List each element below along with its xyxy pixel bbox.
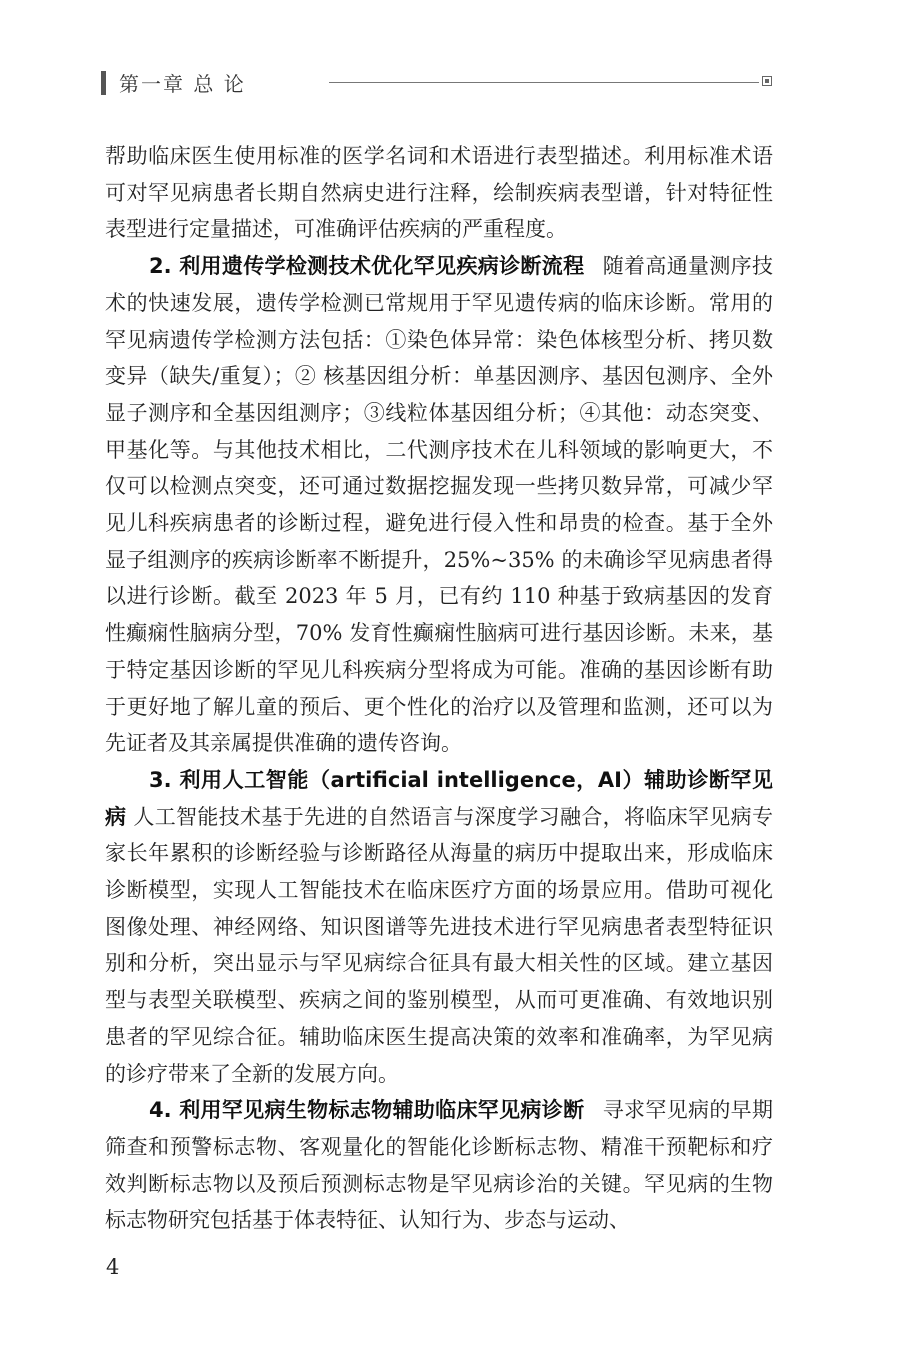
paragraph-biomarkers <box>105 1092 773 1239</box>
body-text <box>105 138 773 1239</box>
chapter-title: 第一章 总 论 <box>119 72 246 96</box>
paragraph-continuation <box>105 138 773 248</box>
header-square-mark-icon <box>762 76 772 86</box>
paragraph-text: 帮助临床医生使用标准的医学名词和术语进行表型描述。利用标准术语可对罕见病患者长期自然病史进行注释，绘制疾病表型谱，针对特征性表型进行定量描述，可准确评估疾病的严重程度。 <box>105 144 773 242</box>
section-heading-ai-diagnosis: 3. 利用人工智能（artificial intelligence，AI）辅助诊断罕见病 <box>105 767 773 829</box>
header-bar <box>101 71 106 95</box>
header-rule <box>329 82 759 83</box>
paragraph-text: 寻求罕见病的早期筛查和预警标志物、客观量化的智能化诊断标志物、精准干预靶标和疗效判断标志物以及预后预测标志物是罕见病诊治的关键。罕见病的生物标志物研究包括基于体表特征、认知行为、步态与运动、 <box>105 1098 774 1233</box>
page-number: 4 <box>106 1255 120 1279</box>
paragraph-text: 随着高通量测序技术的快速发展，遗传学检测已常规用于罕见遗传病的临床诊断。常用的罕见病遗传学检测方法包括：①染色体异常：染色体核型分析、拷贝数变异（缺失/重复）；② 核基因组分析：单基因测序、基因包测序、全外显子测序和全基因组测序；③线粒体基因组分析；④其他：动态突变、甲基化等。与其他技术相比，二代测序技术在儿科领域的影响更大，不仅可以检测点突变，还可通过数据挖掘发现一些拷贝数异常，可减少罕见儿科疾病患者的诊断过程，避免进行侵入性和昂贵的检查。基于全外显子组测序的疾病诊断率不断提升，25%~35% 的未确诊罕见病患者得以进行诊断。截至 2023 年 5 月，已有约 110 种基于致病基因的发育性癫痫性脑病分型，70% 发育性癫痫性脑病可进行基因诊断。未来，基于特定基因诊断的罕见儿科疾病分型将成为可能。准确的基因诊断有助于更好地了解儿童的预后、更个性化的治疗以及管理和监测，还可以为先证者及其亲属提供准确的遗传咨询。 <box>105 254 774 756</box>
section-heading-biomarkers: 4. 利用罕见病生物标志物辅助临床罕见病诊断 <box>149 1098 585 1123</box>
section-heading-genetic-testing: 2. 利用遗传学检测技术优化罕见疾病诊断流程 <box>149 254 585 279</box>
running-header <box>101 66 777 98</box>
paragraph-genetic-testing <box>105 248 773 762</box>
paragraph-text: 人工智能技术基于先进的自然语言与深度学习融合，将临床罕见病专家长年累积的诊断经验与诊断路径从海量的病历中提取出来，形成临床诊断模型，实现人工智能技术在临床医疗方面的场景应用。借助可视化图像处理、神经网络、知识图谱等先进技术进行罕见病患者表型特征识别和分析，突出显示与罕见病综合征具有最大相关性的区域。建立基因型与表型关联模型、疾病之间的鉴别模型，从而可更准确、有效地识别患者的罕见综合征。辅助临床医生提高决策的效率和准确率，为罕见病的诊疗带来了全新的发展方向。 <box>105 804 774 1086</box>
paragraph-ai-diagnosis <box>105 762 773 1092</box>
